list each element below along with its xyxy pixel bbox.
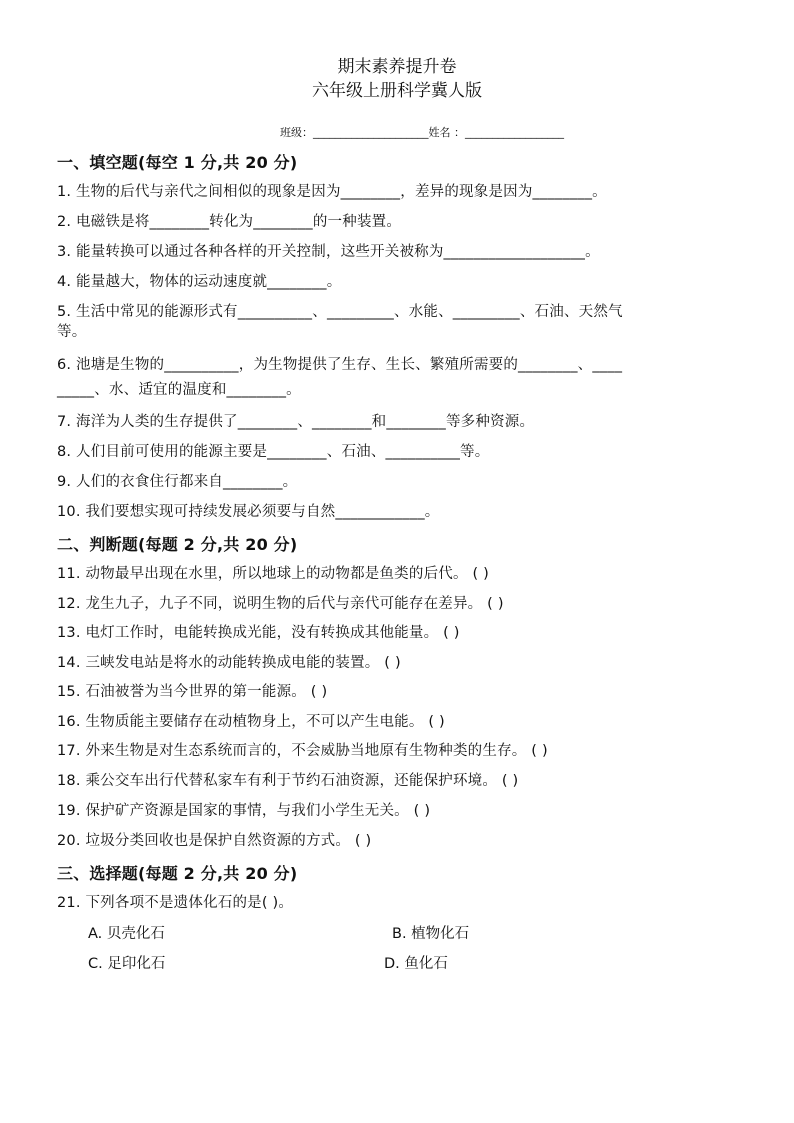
question-15: 15. 石油被誉为当今世界的第一能源。 ( ) — [57, 684, 328, 700]
option-c: C. 足印化石 — [88, 956, 166, 972]
question-6: 6. 池塘是生物的__________，为生物提供了生存、生长、繁殖所需要的________、____ — [57, 357, 623, 373]
section-heading-true-false: 二、判断题(每题 2 分,共 20 分) — [57, 535, 298, 554]
question-7: 7. 海洋为人类的生存提供了________、________和________等多种资源。 — [57, 414, 535, 430]
question-16: 16. 生物质能主要储存在动植物身上，不可以产生电能。 ( ) — [57, 714, 445, 730]
option-b: B. 植物化石 — [392, 926, 470, 942]
question-21: 21. 下列各项不是遗体化石的是( )。 — [57, 895, 294, 911]
question-1: 1. 生物的后代与亲代之间相似的现象是因为________，差异的现象是因为________。 — [57, 184, 607, 200]
question-5: 5. 生活中常见的能源形式有__________、_________、水能、_________、石油、天然气 — [57, 304, 623, 320]
section-heading-fill-in: 一、填空题(每空 1 分,共 20 分) — [57, 153, 298, 172]
question-6-continued: _____、水、适宜的温度和________。 — [57, 382, 301, 398]
question-13: 13. 电灯工作时，电能转换成光能，没有转换成其他能量。 ( ) — [57, 625, 460, 641]
question-19: 19. 保护矿产资源是国家的事情，与我们小学生无关。 ( ) — [57, 803, 431, 819]
student-info-line: 班级：_____________________姓名 ：__________________ — [280, 126, 564, 139]
question-20: 20. 垃圾分类回收也是保护自然资源的方式。 ( ) — [57, 833, 372, 849]
question-2: 2. 电磁铁是将________转化为________的一种装置。 — [57, 214, 402, 230]
option-a: A. 贝壳化石 — [88, 926, 165, 942]
question-4: 4. 能量越大，物体的运动速度就________。 — [57, 274, 342, 290]
question-18: 18. 乘公交车出行代替私家车有利于节约石油资源，还能保护环境。 ( ) — [57, 773, 519, 789]
section-heading-multiple-choice: 三、选择题(每题 2 分,共 20 分) — [57, 864, 298, 883]
question-17: 17. 外来生物是对生态系统而言的，不会威胁当地原有生物种类的生存。 ( ) — [57, 743, 548, 759]
question-11: 11. 动物最早出现在水里，所以地球上的动物都是鱼类的后代。 ( ) — [57, 566, 489, 582]
page-title: 期末素养提升卷 — [337, 57, 457, 77]
question-12: 12. 龙生九子，九子不同，说明生物的后代与亲代可能存在差异。 ( ) — [57, 596, 504, 612]
question-9: 9. 人们的衣食住行都来自________。 — [57, 474, 298, 490]
question-3: 3. 能量转换可以通过各种各样的开关控制，这些开关被称为___________________。 — [57, 244, 600, 260]
question-10: 10. 我们要想实现可持续发展必须要与自然____________。 — [57, 504, 440, 520]
question-8: 8. 人们目前可使用的能源主要是________、石油、__________等。 — [57, 444, 490, 460]
page-subtitle: 六年级上册科学冀人版 — [312, 81, 482, 101]
question-5-continued: 等。 — [57, 324, 87, 340]
option-d: D. 鱼化石 — [384, 956, 448, 972]
question-14: 14. 三峡发电站是将水的动能转换成电能的装置。 ( ) — [57, 655, 401, 671]
